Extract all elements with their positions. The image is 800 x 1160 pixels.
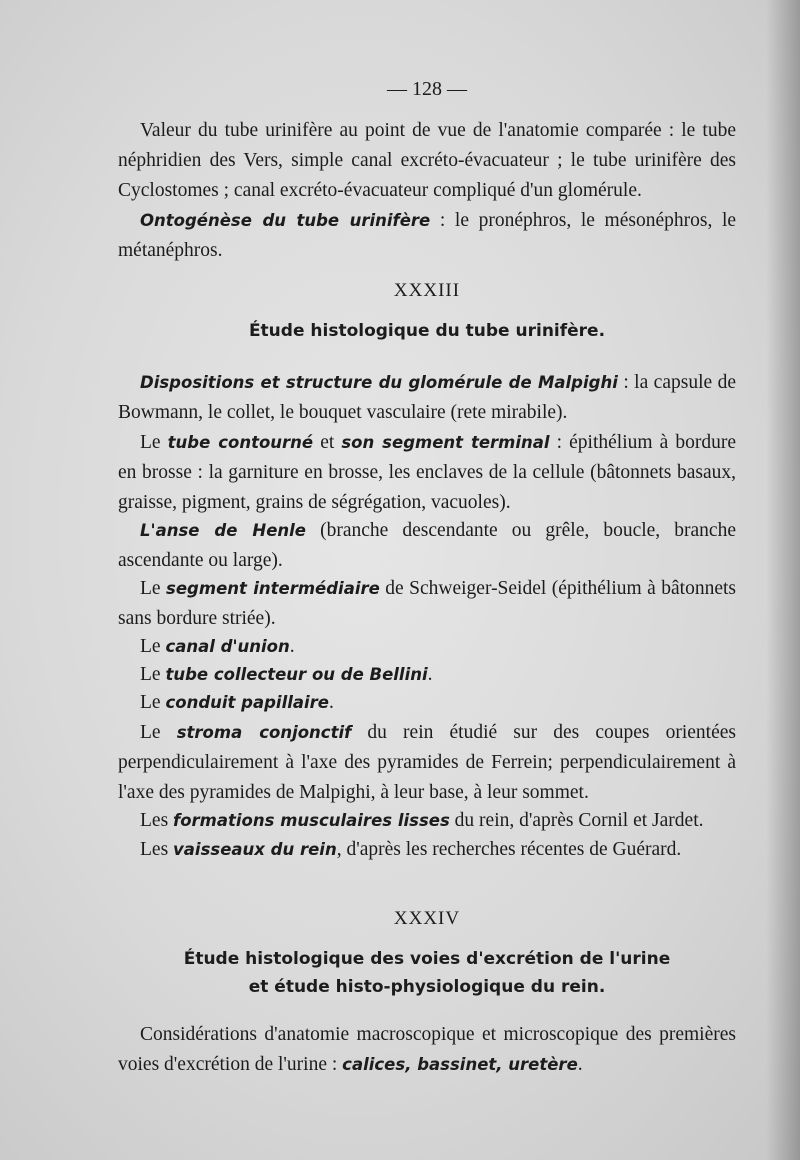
item-text: . <box>329 692 334 713</box>
item-formations-musculaires <box>118 806 736 836</box>
item-tube-contourne <box>118 428 736 518</box>
item-canal-union <box>118 632 736 662</box>
item-title: tube contourné <box>167 433 314 452</box>
item-title: Dispositions et structure du glomérule de Malpighi <box>140 373 618 392</box>
intro-paragraph <box>118 116 736 206</box>
item-title: stroma conjonctif <box>176 723 352 742</box>
item-text: : la capsule de Bowmann, le collet, le bouquet vasculaire (rete mirabile). <box>118 372 736 423</box>
item-prefix: Le <box>140 578 167 599</box>
item-prefix: Les <box>140 810 174 831</box>
item-conduit-papillaire <box>118 688 736 718</box>
item-text: . <box>289 636 295 657</box>
item-text: de Schweiger-Seidel (épithélium à bâtonnets sans bordure striée). <box>118 578 736 629</box>
item-prefix: Le <box>140 722 177 743</box>
item-title-2: son segment terminal <box>341 433 550 452</box>
item-prefix: Le <box>140 664 166 685</box>
item-title: segment intermédiaire <box>166 579 380 598</box>
item-title: vaisseaux du rein <box>173 840 337 859</box>
item-title: conduit papillaire <box>165 693 330 712</box>
considerations-title: calices, bassinet, uretère <box>342 1055 578 1074</box>
considerations-end: . <box>577 1054 583 1075</box>
item-title: canal d'union <box>165 637 290 656</box>
intro-text: Valeur du tube urinifère au point de vue de l'anatomie comparée : le tube néphridien des Vers, simple canal excréto-évacuateur ; le tube urinifère des Cyclostomes ; canal excréto-évacuateur compliqué d'un glomérule. <box>118 120 736 201</box>
item-vaisseaux <box>118 835 736 865</box>
item-tube-collecteur <box>118 660 736 690</box>
item-title: formations musculaires lisses <box>173 811 450 830</box>
section-heading-xxxiii: Étude histologique du tube urinifère. <box>248 321 606 341</box>
section-number-xxxiii: XXXIII <box>393 280 461 301</box>
item-prefix: Le <box>140 432 168 453</box>
considerations-text: Considérations d'anatomie macroscopique et microscopique des premières voies d'excrétion de l'urine : <box>118 1024 736 1075</box>
item-mid: et <box>313 432 342 453</box>
section-heading-xxxiv-line2: et étude histo-physiologique du rein. <box>248 977 606 997</box>
section-number-xxxiv: XXXIV <box>393 908 461 929</box>
item-title: L'anse de Henle <box>140 521 306 540</box>
ontogenese-text: : le pronéphros, le mésonéphros, le métanéphros. <box>118 210 737 261</box>
item-anse-henle <box>118 516 736 576</box>
page-number: — 128 — <box>387 78 467 100</box>
item-text: du rein étudié sur des coupes orientées perpendiculairement à l'axe des pyramides de Ferrein; perpendiculairement à l'axe des pyramides de Malpighi, à leur base, à leur sommet. <box>118 722 736 803</box>
item-prefix: Le <box>140 636 166 657</box>
item-segment-intermediaire <box>118 574 736 634</box>
item-glomerule <box>118 368 736 428</box>
ontogenese-title: Ontogénèse du tube urinifère <box>140 211 431 230</box>
section-heading-xxxiv-line1: Étude histologique des voies d'excrétion de l'urine <box>183 949 671 969</box>
item-text: , d'après les recherches récentes de Guérard. <box>336 839 682 860</box>
item-prefix: Les <box>140 839 174 860</box>
item-prefix: Le <box>140 692 166 713</box>
item-text: . <box>427 664 433 685</box>
item-text: : épithélium à bordure en brosse : la garniture en brosse, les enclaves de la cellule (bâtonnets basaux, graisse, pigment, grains de ségrégation, vacuoles). <box>118 432 736 513</box>
item-stroma-conjonctif <box>118 718 736 808</box>
item-text: (branche descendante ou grêle, boucle, branche ascendante ou large). <box>118 520 736 571</box>
item-title: tube collecteur ou de Bellini <box>165 665 428 684</box>
considerations-paragraph <box>118 1020 736 1080</box>
ontogenese-paragraph <box>118 206 736 266</box>
page-edge-shadow <box>766 0 800 1160</box>
item-text: du rein, d'après Cornil et Jardet. <box>449 810 704 831</box>
